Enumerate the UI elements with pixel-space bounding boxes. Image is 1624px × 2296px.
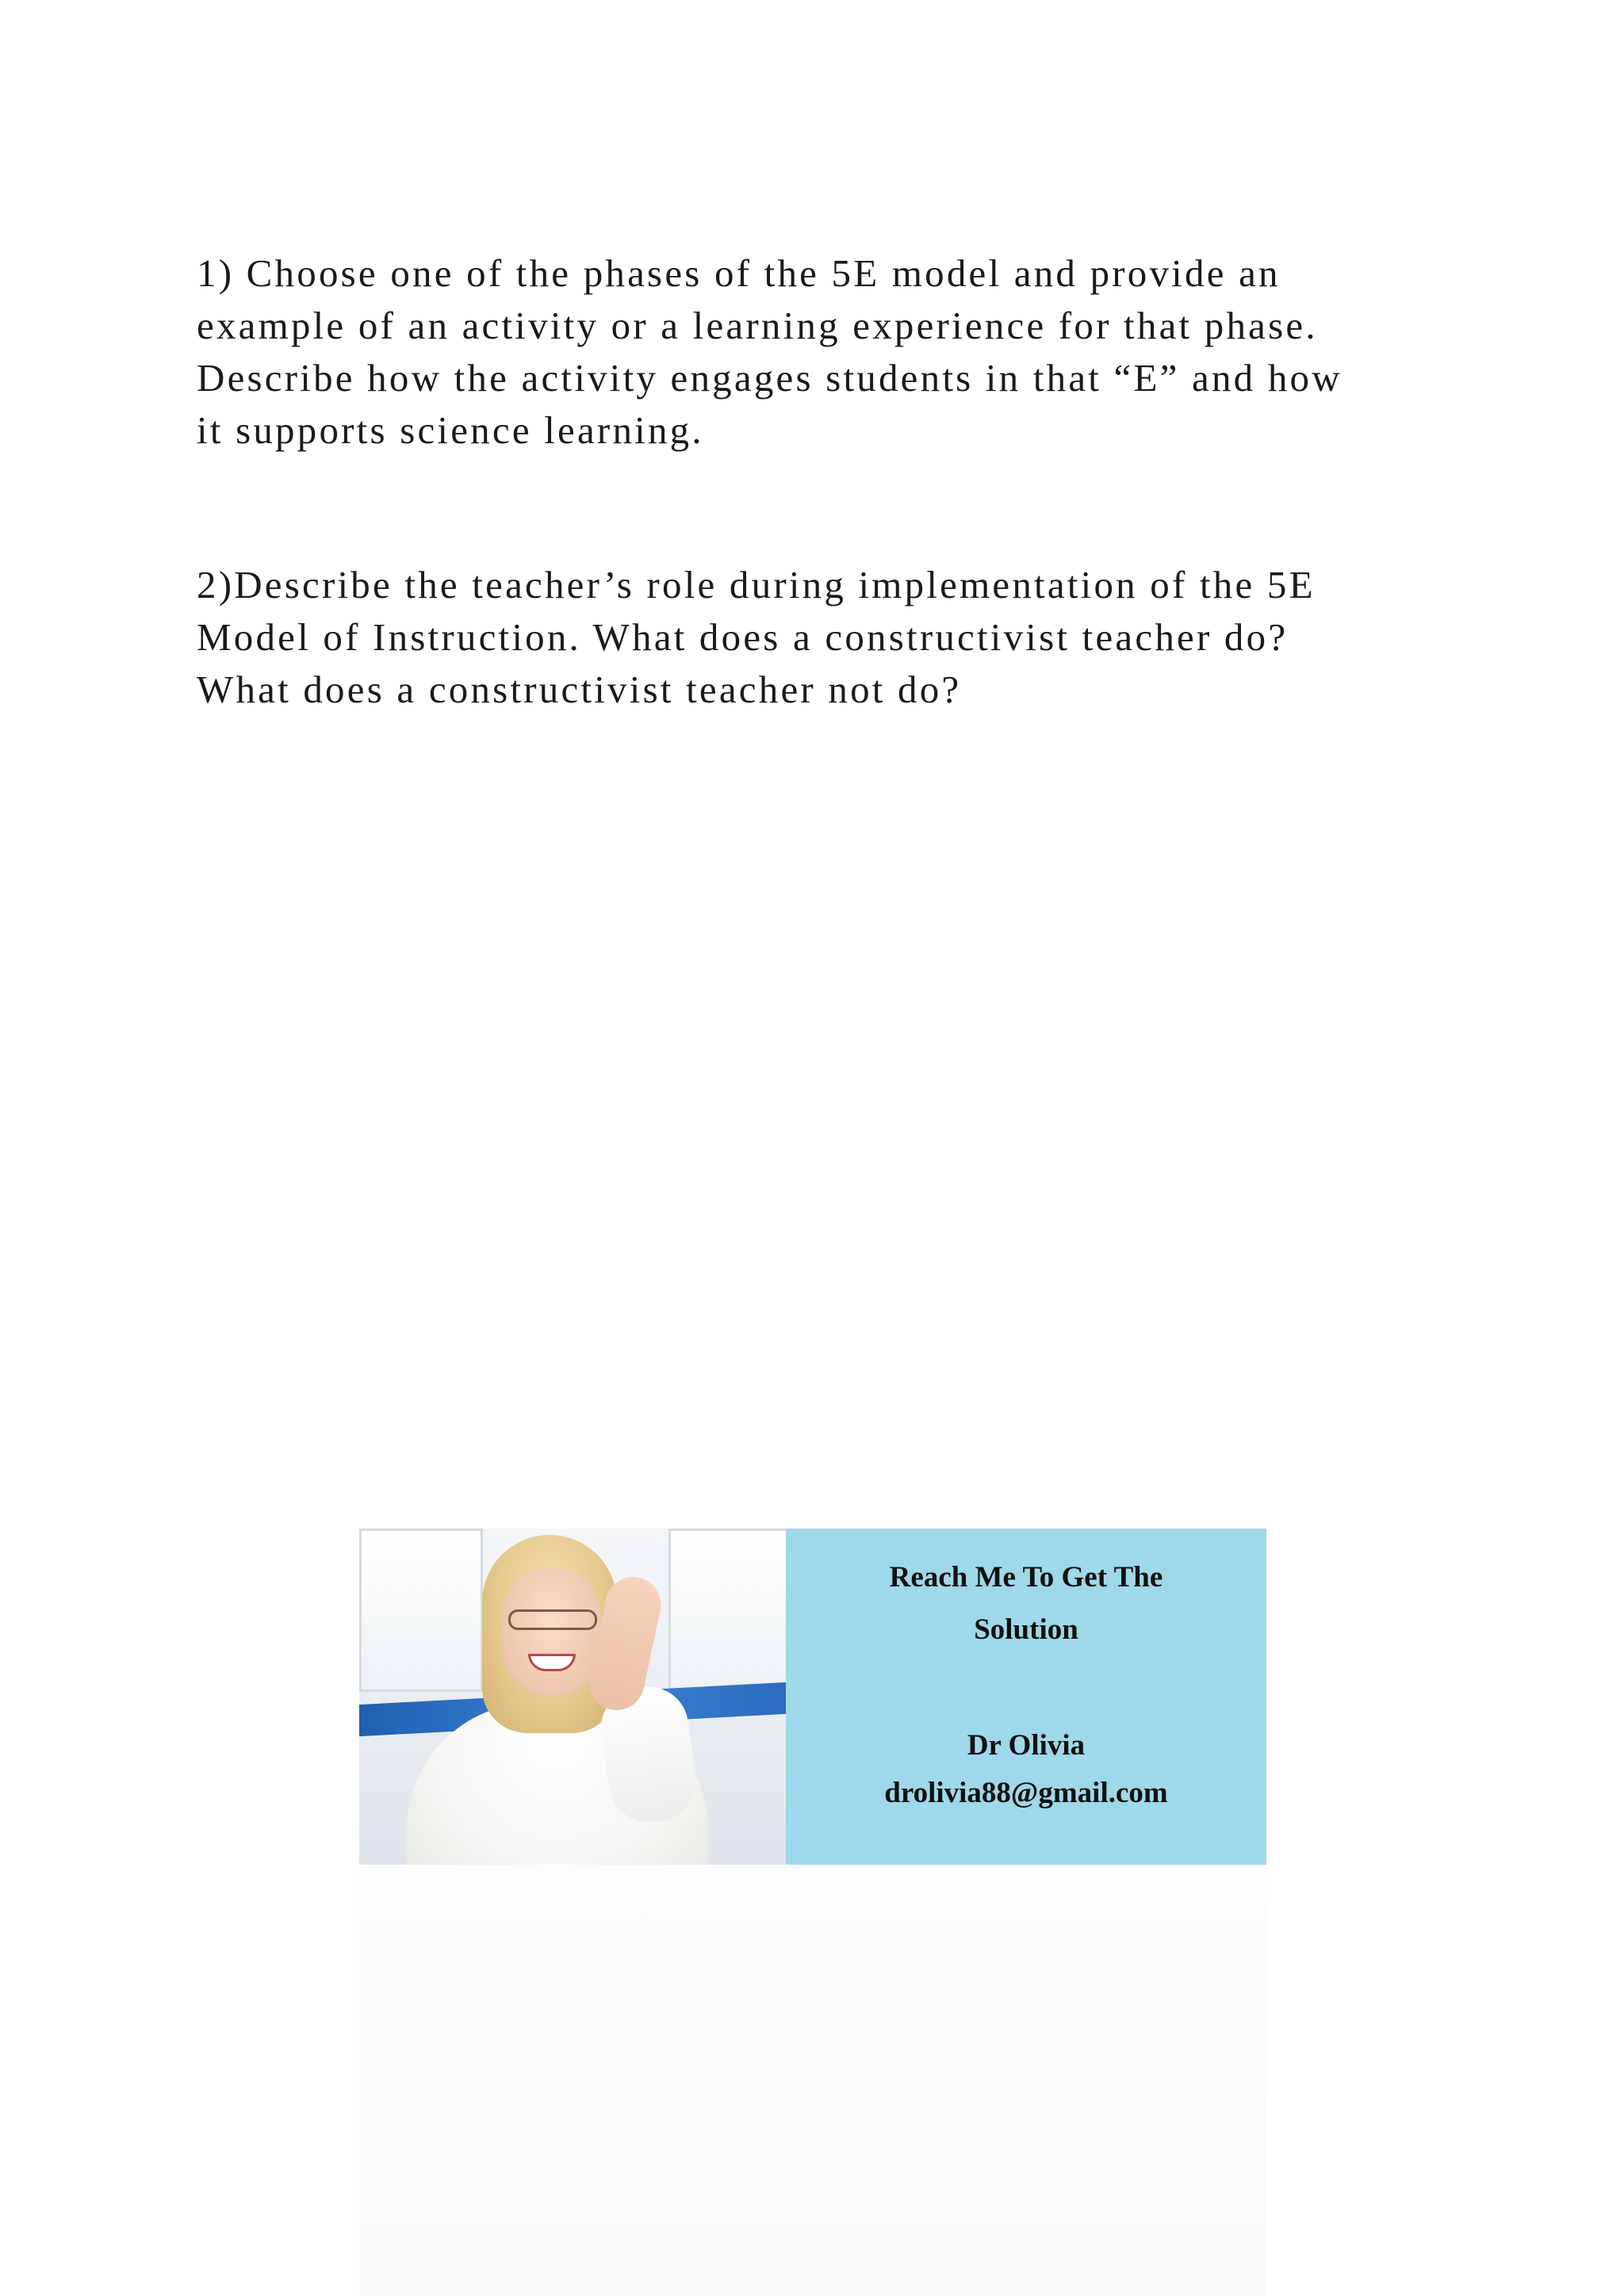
glasses-icon <box>508 1609 597 1630</box>
person-face <box>502 1568 601 1695</box>
reach-me-heading-line2: Solution <box>974 1613 1078 1646</box>
reach-me-heading-line1: Reach Me To Get The <box>889 1561 1163 1594</box>
contact-email: drolivia88@gmail.com <box>884 1777 1168 1809</box>
question-2-text: 2)Describe the teacher’s role during implementation of the 5E Model of Instruction. What does a constructivist teacher do? What does a constructivist teacher not do? <box>197 563 1316 711</box>
contact-banner <box>359 1529 1266 1865</box>
contact-info-panel <box>786 1529 1266 1865</box>
tutor-photo <box>359 1529 786 1865</box>
contact-name: Dr Olivia <box>967 1729 1086 1762</box>
question-1-text: 1) Choose one of the phases of the 5E model and provide an example of an activity or a learning experience for that phase. Describe how the activity engages students in that “E” and how it supports science learning. <box>197 251 1342 452</box>
background-window <box>359 1529 483 1692</box>
background-window <box>668 1529 786 1692</box>
lower-page-area <box>359 1865 1266 2296</box>
